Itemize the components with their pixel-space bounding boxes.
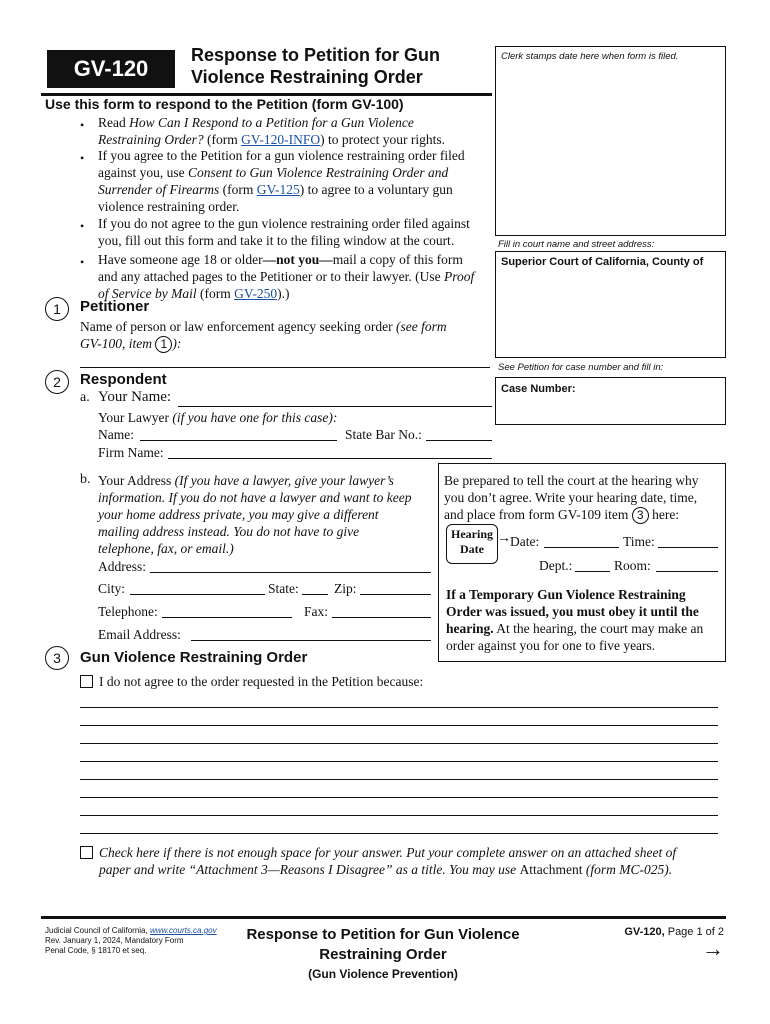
state-bar-label: State Bar No.: [345, 427, 422, 442]
address-label: Address: [98, 559, 146, 574]
section-1-number: 1 [45, 297, 69, 321]
case-number-label: Case Number: [501, 383, 576, 395]
footer-title: Response to Petition for Gun Violence Restraining Order (Gun Violence Prevention) [246, 926, 520, 981]
petitioner-description: Name of person or law enforcement agency seeking order (see form GV-100, item 1 ): [80, 319, 447, 351]
zip-field[interactable] [360, 594, 431, 595]
state-field[interactable] [302, 594, 328, 595]
item-b-label: b. [80, 472, 91, 487]
section-1-title: Petitioner [80, 298, 150, 315]
hearing-dept-label: Dept.: [539, 558, 573, 573]
disagree-label: I do not agree to the order requested in the Petition because: [99, 674, 424, 689]
reason-line[interactable] [80, 833, 718, 834]
tag-arrow-icon: → [497, 531, 511, 546]
form-subtitle: Use this form to respond to the Petition (form GV-100) [45, 96, 404, 112]
case-fill-label: See Petition for case number and fill in: [498, 362, 664, 373]
telephone-field[interactable] [162, 617, 292, 618]
reason-line[interactable] [80, 707, 718, 708]
telephone-label: Telephone: [98, 604, 158, 619]
address-instructions: Your Address (If you have a lawyer, give your lawyer’s information. If you do not have a lawyer and want to keep your home address private, you may give a different mailing address instead. You do not have to give telephone, fax, or email.) [98, 473, 412, 556]
lawyer-name-field[interactable] [140, 440, 337, 441]
footer-citation: Judicial Council of California, www.courts.ca.gov Rev. January 1, 2024, Mandatory Form Penal Code, § 18170 et seq. [45, 926, 217, 955]
your-lawyer-label: Your Lawyer (if you have one for this case): [98, 410, 338, 425]
reason-line[interactable] [80, 815, 718, 816]
clerk-stamp-box [495, 46, 726, 236]
city-field[interactable] [130, 594, 265, 595]
section-2-number: 2 [45, 370, 69, 394]
hearing-room-field[interactable] [656, 571, 718, 572]
fax-field[interactable] [332, 617, 431, 618]
city-label: City: [98, 581, 126, 596]
hearing-time-field[interactable] [658, 547, 718, 548]
item-a-label: a. [80, 390, 90, 405]
instruction-2: If you agree to the Petition for a gun violence restraining order filed against you, use Consent to Gun Violence Restraining Order and Surrender of Firearms (form GV-125) to agree to a voluntary gun violence restraining order. [98, 148, 465, 214]
case-number-box[interactable] [495, 377, 726, 425]
more-space-label: Check here if there is not enough space for your answer. Put your complete answer on an attached sheet of paper and write “Attachment 3—Reasons I Disagree” as a title. You may use Attachment (form MC-025). [99, 845, 677, 877]
gv120-info-link[interactable]: GV-120-INFO [241, 132, 321, 147]
section-3-number: 3 [45, 646, 69, 670]
email-label: Email Address: [98, 627, 181, 642]
courts-site-link[interactable]: www.courts.ca.gov [149, 926, 217, 935]
instruction-3: If you do not agree to the gun violence restraining order filed against you, fill out this form and take it to the filing window at the court. [98, 216, 470, 248]
hearing-date-field[interactable] [544, 547, 619, 548]
instruction-4: Have someone age 18 or older—not you—mail a copy of this form and any attached pages to the Petitioner or to their lawyer. (Use Proof of Service by Mail (form GV-250).) [98, 252, 475, 301]
firm-name-field[interactable] [168, 458, 492, 459]
next-page-arrow-icon: → [702, 936, 724, 961]
instruction-1: Read How Can I Respond to a Petition for a Gun Violence Restraining Order? (form GV-120-INFO) to protect your rights. [98, 115, 445, 147]
hearing-date-label: Date: [510, 534, 540, 549]
lawyer-name-label: Name: [98, 427, 134, 442]
footer-page-number: GV-120, Page 1 of 2 [624, 926, 724, 938]
address-field[interactable] [150, 572, 431, 573]
hearing-instructions: Be prepared to tell the court at the hearing why you don’t agree. Write your hearing date, time, and place from form GV-109 item 3 here: [444, 473, 699, 522]
form-title-line1: Response to Petition for Gun [191, 45, 441, 65]
footer-rule [41, 916, 726, 919]
state-label: State: [268, 581, 299, 596]
form-title-line2: Violence Restraining Order [191, 67, 423, 87]
state-bar-field[interactable] [426, 440, 492, 441]
temporary-order-warning: If a Temporary Gun Violence Restraining Order was issued, you must obey it until the hearing. At the hearing, the court may make an order against you for one to five years. [446, 587, 704, 653]
clerk-stamp-label: Clerk stamps date here when form is filed. [501, 51, 679, 62]
hearing-time-label: Time: [623, 534, 655, 549]
more-space-checkbox[interactable] [80, 846, 93, 859]
your-name-field[interactable] [178, 406, 492, 407]
hearing-dept-field[interactable] [575, 571, 610, 572]
disagree-checkbox[interactable] [80, 675, 93, 688]
email-field[interactable] [191, 640, 431, 641]
form-id-badge: GV-120 [47, 50, 175, 88]
petitioner-name-field[interactable] [80, 367, 490, 368]
court-name-box[interactable] [495, 251, 726, 358]
reason-line[interactable] [80, 725, 718, 726]
reason-line[interactable] [80, 797, 718, 798]
section-3-title: Gun Violence Restraining Order [80, 649, 308, 666]
reason-line[interactable] [80, 761, 718, 762]
section-2-title: Respondent [80, 371, 167, 388]
court-fill-label: Fill in court name and street address: [498, 239, 655, 250]
your-name-label: Your Name: [98, 389, 172, 405]
court-name-label: Superior Court of California, County of [501, 256, 704, 268]
hearing-date-tag: Hearing Date [446, 524, 498, 564]
firm-name-label: Firm Name: [98, 445, 164, 460]
fax-label: Fax: [304, 604, 329, 619]
reason-line[interactable] [80, 779, 718, 780]
gv125-link[interactable]: GV-125 [256, 182, 300, 197]
gv250-link[interactable]: GV-250 [234, 286, 278, 301]
zip-label: Zip: [334, 581, 357, 596]
form-title [191, 44, 440, 88]
hearing-room-label: Room: [614, 558, 651, 573]
reason-line[interactable] [80, 743, 718, 744]
